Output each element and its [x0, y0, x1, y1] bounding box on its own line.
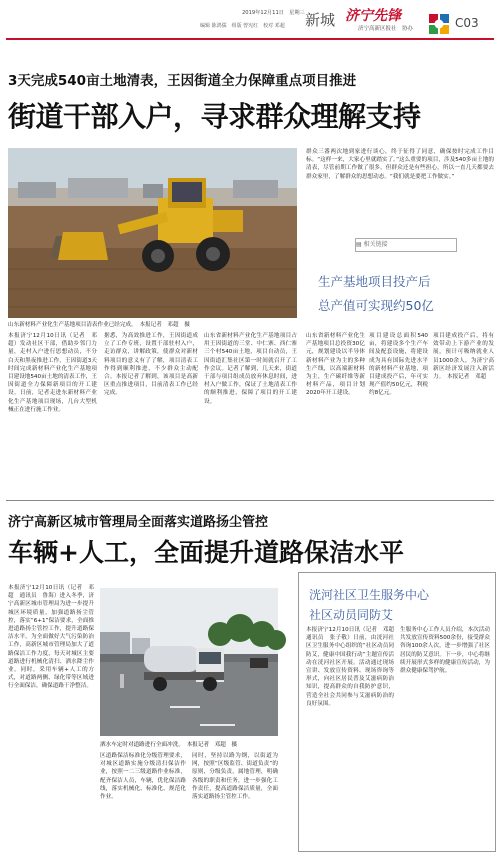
photo1-caption: 山东新材料产业化生产基地项目清表作业已经完成。 本报记者 邓超 摄 — [8, 322, 190, 328]
water-truck-photo — [100, 588, 278, 736]
editor-credits: 编辑 陈鸿儒 组版 曾宪红 校对 邓超 — [200, 23, 285, 29]
section-divider — [6, 500, 494, 501]
story3-kicker: 济宁高新区城市管理局全面落实道路扬尘管控 — [8, 515, 269, 530]
related-link-tag — [355, 238, 457, 252]
story1-column-2: 据悉，为高效推进工作，王因街道成立了工作专班，设置干部驻村入户，走访群众，讲解政策，使群众对新材料项目的意义有了了解，项目清表工作得到顺利推进，不少群众主动配合。本报记者了解到，该项目是高新区重点推进项目，目前清表工作已经完成。 — [104, 333, 198, 397]
story2-column-2: 项目建设总面积540亩，将建设多个生产车间及配套设施，将建设成为具有国际先进水平的新材料产业基地，项目建成投产后，年可实现产值约50亿元，利税约8亿元。 — [369, 333, 428, 397]
story1-kicker: 3天完成540亩土地清表，王因街道全力保障重点项目推进 — [8, 73, 357, 89]
story4-column-1: 本报济宁12月10日讯（记者 邓超 通讯员 张子敬）日前，由洸河社区卫生服务中心组织的“社区动员同防艾，健康中国我行动”主题宣传活动在洸河社区开展。活动通过现场宣讲、发放宣传资料、现场咨询等形式，向社区居民普及艾滋病防治知识，提高群众的自我防护意识，营造全社会共同参与艾滋病防治的良好氛围。 — [306, 627, 400, 707]
story3-column-1: 本报济宁12月10日讯（记者 邓超 通讯员 鲁海）进入冬季，济宁高新区城市管理局为进一步提升城区环境质量，加强道路扬尘管控，落实“6+1”保洁要求，全面推进道路扬尘管控工作，提升道路保洁水平。为全面做好大气污染防治工作，高新区城市管理局加大了道路保洁工作力度，每天对城区主要道路进行机械化清扫、洒水降尘作业。同时，采用车辆+人工的方式，对道路两侧、绿化带等区域进行全面保洁，确保道路干净整洁。 — [8, 585, 94, 690]
story2-intro: 群众三番两次地到家进行谈心，终于征得了同意，确保按时完成工作目标。“这样一来，大家心里就踏实了。”这么重要的项目，涉及540多亩土地的清表，尽管前期工作做了很多，但群众还是有些担心，所以一直几天都要去群众家里，了解群众的思想动态。“我们就是要把工作做实。” — [306, 149, 494, 180]
link-icon: ▤ — [356, 241, 362, 248]
brand-mark-icon — [429, 14, 449, 34]
related-link-label: 相关链接 — [363, 241, 388, 248]
header-rule — [6, 38, 494, 40]
story4-title-line1: 洸河社区卫生服务中心 — [309, 588, 430, 602]
story1-headline: 街道干部入户，寻求群众理解支持 — [8, 100, 421, 133]
issue-date: 2019年12月11日 星期三 — [242, 10, 305, 16]
story4-column-2: 生服务中心工作人员介绍，本次活动共发放宣传资料500余份，接受群众咨询100余人次，进一步增强了社区居民的防艾意识。下一步，中心将继续开展形式多样的健康宣传活动，为群众健康保驾护航。 — [400, 627, 490, 675]
loader-photo — [8, 148, 297, 318]
story2-title-line2: 总产值可实现约50亿 — [318, 298, 434, 313]
section-name: 新城 — [305, 11, 336, 29]
story3-headline: 车辆+人工，全面提升道路保洁水平 — [8, 538, 404, 567]
story2-column-1: 山东省新材料产业化生产基地项目总投资30亿元，规划建设以半导体新材料产业为主的多种生产线，以高端新材料为主，生产碳纤维等新材料产品，项目计划2020年开工建设。 — [306, 333, 365, 397]
story1-column-3: 山东省新材料产业化生产基地项目占用王因街道的三堂、中仁寨、西仁寨三个村540亩土地，项目自动员，王因街道汇集社区第一时间就召开了工作会议。记者了解到，几天来，街道干部与项目组成员放弃休息时间，进村入户做工作，保证了土地清表工作的顺利推进，保障了项目的开工建设。 — [204, 333, 297, 405]
newspaper-subtitle: 济宁高新区报社 协办 — [358, 26, 414, 32]
story3-column-2: 区道路保洁标准化分级管理要求，对城区道路实施分级清扫保洁作业，按照一二三级道路作业标准，配齐保洁人员，车辆，优化保洁路线，落实机械化、标准化、规范化作业。 — [100, 753, 186, 801]
story2-column-3: 项目建成投产后，将有效带动上下游产业的发展，预计可吸纳就业人员1000余人，为济宁高新区经济发展注入新活力。 本报记者 邓超 — [433, 333, 494, 381]
story4-title-line2: 社区动员同防艾 — [309, 608, 394, 622]
newspaper-logo: 济宁先锋 — [345, 8, 401, 24]
story1-column-1: 本报济宁12月10日讯（记者 邓超）发动社区干部，借助乡邻门力量，走村入户进行思想动员，不分白天和黑夜推进工作，王因街道3天时间完成新材料产业化生产基地项目建设地540亩土地的清表工作，王因街道全力保障新项目的开工建设。日前，记者走进东新材料产业化生产基地项目现场，几台大型机械正在进行施工作业。 — [8, 333, 97, 413]
story3-column-3: 同时，坚持以路为纲，以街道为网，按照“区级监管、街道负责”的原则，分级负责，属地管理，明确各级的职责和任务，进一步强化工作责任，提高道路保洁质量，全面落实道路扬尘管控工作。 — [192, 753, 278, 801]
story2-title-line1: 生产基地项目投产后 — [318, 274, 431, 289]
page-number: C03 — [455, 16, 479, 30]
photo2-caption: 洒水车定时对道路进行全面冲洗。 本报记者 邓超 摄 — [100, 742, 238, 748]
